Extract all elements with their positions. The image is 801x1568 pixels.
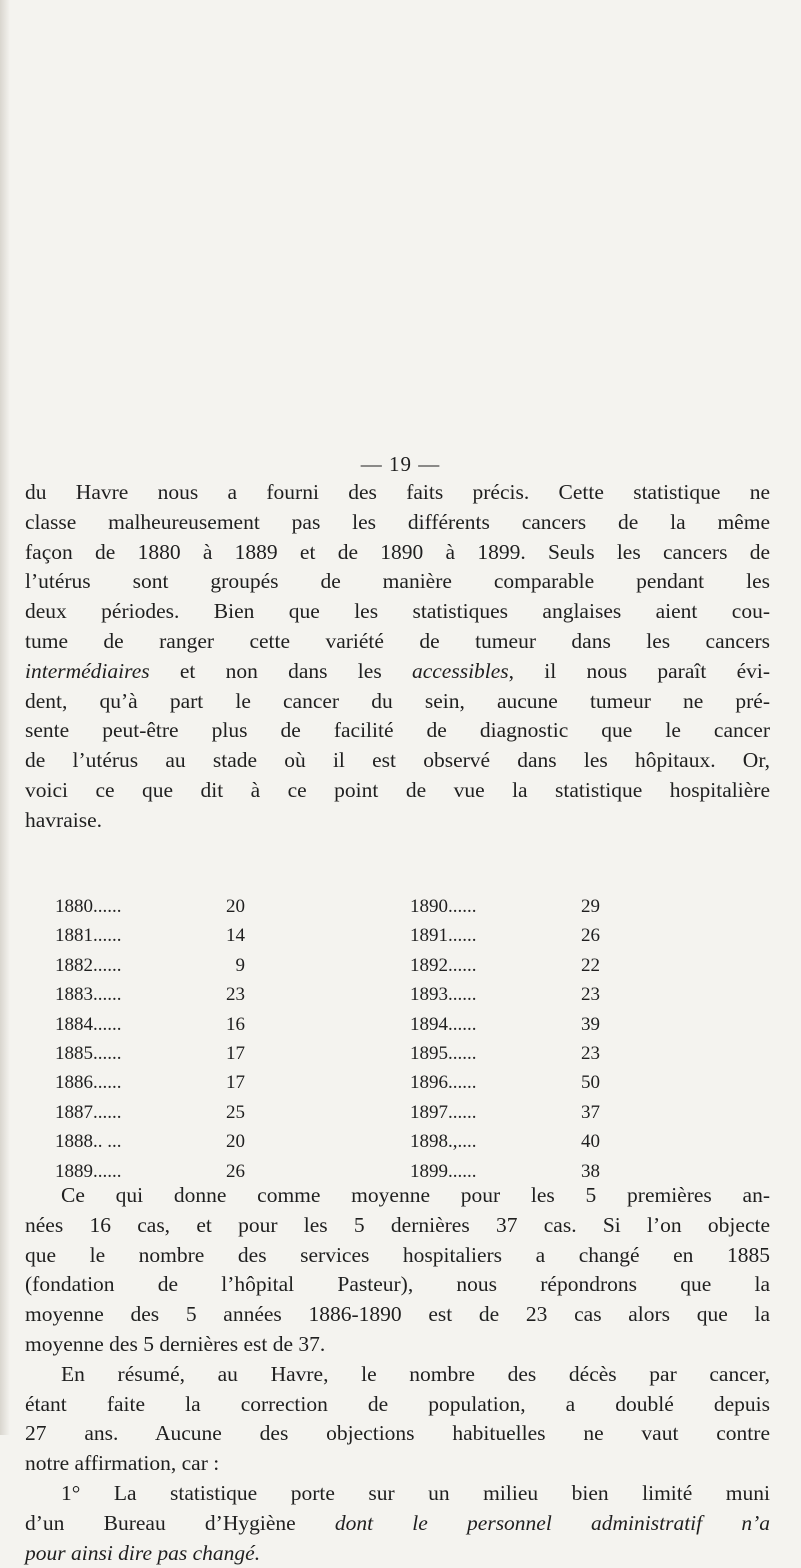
text-line: 1° La statistique porte sur un milieu bien limité muni <box>61 1480 770 1505</box>
stat-count: 17 <box>226 1042 245 1064</box>
page-number: — 19 — <box>360 452 441 476</box>
stat-count: 23 <box>226 984 245 1006</box>
stat-count: 26 <box>581 925 600 947</box>
stat-year: 1895...... <box>410 1042 477 1064</box>
stat-year: 1892...... <box>410 954 477 976</box>
text-line: nées 16 cas, et pour les 5 dernières 37 cas. Si l’on objecte <box>25 1212 770 1237</box>
text-line: (fondation de l’hôpital Pasteur), nous répondrons que la <box>25 1272 770 1297</box>
stat-count: 20 <box>226 896 245 917</box>
stat-year: 1886...... <box>55 1072 122 1094</box>
stat-row <box>410 1098 670 1127</box>
stat-count: 20 <box>226 1131 245 1153</box>
stats-column-1880s <box>55 892 315 1186</box>
stat-year: 1888.. ... <box>55 1131 122 1153</box>
text-line: notre affirmation, car : <box>25 1451 220 1476</box>
stat-count: 23 <box>581 984 600 1006</box>
stat-row <box>410 980 670 1009</box>
stat-year: 1889...... <box>55 1160 122 1182</box>
stats-column-1890s <box>410 892 670 1186</box>
text-line: 27 ans. Aucune des objections habituelles ne vaut contre <box>25 1421 770 1446</box>
text-line: de l’utérus au stade où il est observé dans les hôpitaux. Or, <box>25 748 770 773</box>
stat-year: 1899...... <box>410 1160 477 1182</box>
text-fragment: d’un Bureau d’Hygiène <box>25 1510 335 1535</box>
text-line <box>25 1539 770 1568</box>
text-line: havraise. <box>25 807 103 832</box>
stat-year: 1894...... <box>410 1013 477 1035</box>
stat-count: 39 <box>581 1013 600 1035</box>
stat-row <box>410 1010 670 1039</box>
stat-count: 22 <box>581 954 600 976</box>
stat-year: 1880...... <box>55 896 122 917</box>
text-line: façon de 1880 à 1889 et de 1890 à 1899. Seuls les cancers de <box>25 539 770 564</box>
stat-count: 29 <box>581 896 600 917</box>
text-line <box>25 657 770 687</box>
stat-row <box>410 892 670 921</box>
stat-count: 38 <box>581 1160 600 1182</box>
text-line: deux périodes. Bien que les statistiques anglaises aient cou- <box>25 599 770 624</box>
text-line: tume de ranger cette variété de tumeur dans les cancers <box>25 628 770 653</box>
stat-row <box>55 980 315 1009</box>
stat-year: 1882...... <box>55 954 122 976</box>
italic-text: dont le personnel administratif n’a <box>334 1510 770 1535</box>
stat-row <box>55 1098 315 1127</box>
stat-row <box>55 892 315 921</box>
stat-count: 37 <box>581 1101 600 1123</box>
stat-row <box>55 1127 315 1156</box>
stat-count: 17 <box>226 1072 245 1094</box>
paragraph-intro <box>25 478 770 836</box>
text-line: voici ce que dit à ce point de vue la statistique hospitalière <box>25 777 770 802</box>
stat-year: 1891...... <box>410 925 477 947</box>
stat-count: 16 <box>226 1013 245 1035</box>
text-line: moyenne des 5 années 1886-1890 est de 23 cas alors que la <box>25 1302 770 1327</box>
text-line: classe malheureusement pas les différents cancers de la même <box>25 509 770 534</box>
text-line: Ce qui donne comme moyenne pour les 5 premières an- <box>61 1183 770 1207</box>
text-line <box>25 1509 770 1539</box>
text-line: l’utérus sont groupés de manière comparable pendant les <box>25 569 770 594</box>
stat-year: 1896...... <box>410 1072 477 1094</box>
stat-count: 26 <box>226 1160 245 1182</box>
stat-row <box>55 1010 315 1039</box>
stat-count: 25 <box>226 1101 245 1123</box>
stat-year: 1887...... <box>55 1101 122 1123</box>
stat-year: 1881...... <box>55 925 122 947</box>
stat-year: 1883...... <box>55 984 122 1006</box>
text-line: que le nombre des services hospitaliers a changé en 1885 <box>25 1242 770 1267</box>
stat-row <box>55 951 315 980</box>
stat-year: 1890...... <box>410 896 477 917</box>
stat-row <box>55 921 315 950</box>
text-line: moyenne des 5 dernières est de 37. <box>25 1331 326 1356</box>
text-line: du Havre nous a fourni des faits précis. Cette statistique ne <box>25 480 770 504</box>
stat-row <box>410 1127 670 1156</box>
italic-term-intermediaires: intermédiaires <box>25 658 150 683</box>
page-binding-edge <box>0 0 10 1435</box>
stat-row <box>55 1068 315 1097</box>
stat-row <box>410 921 670 950</box>
paragraph-conclusion <box>25 1181 770 1568</box>
stat-year: 1893...... <box>410 984 477 1006</box>
stat-year: 1898.,.... <box>410 1131 477 1153</box>
stat-year: 1897...... <box>410 1101 477 1123</box>
stat-count: 23 <box>581 1042 600 1064</box>
stat-row <box>410 951 670 980</box>
stat-count: 9 <box>235 954 245 976</box>
stat-count: 50 <box>581 1072 600 1094</box>
italic-term-accessibles: accessibles <box>411 658 509 683</box>
text-fragment: et non dans les <box>149 658 412 683</box>
stat-row <box>410 1068 670 1097</box>
italic-text: pour ainsi dire pas changé. <box>25 1540 261 1565</box>
stat-year: 1885...... <box>55 1042 122 1064</box>
stat-year: 1884...... <box>55 1013 122 1035</box>
text-line: En résumé, au Havre, le nombre des décès par cancer, <box>61 1361 770 1386</box>
stat-row <box>55 1039 315 1068</box>
text-line: dent, qu’à part le cancer du sein, aucune tumeur ne pré- <box>25 688 770 713</box>
stat-count: 40 <box>581 1131 600 1153</box>
text-line: sente peut-être plus de facilité de diagnostic que le cancer <box>25 718 770 743</box>
stat-row <box>410 1039 670 1068</box>
stat-count: 14 <box>226 925 245 947</box>
text-line: étant faite la correction de population, a doublé depuis <box>25 1391 770 1416</box>
text-fragment: , il nous paraît évi- <box>508 658 770 683</box>
